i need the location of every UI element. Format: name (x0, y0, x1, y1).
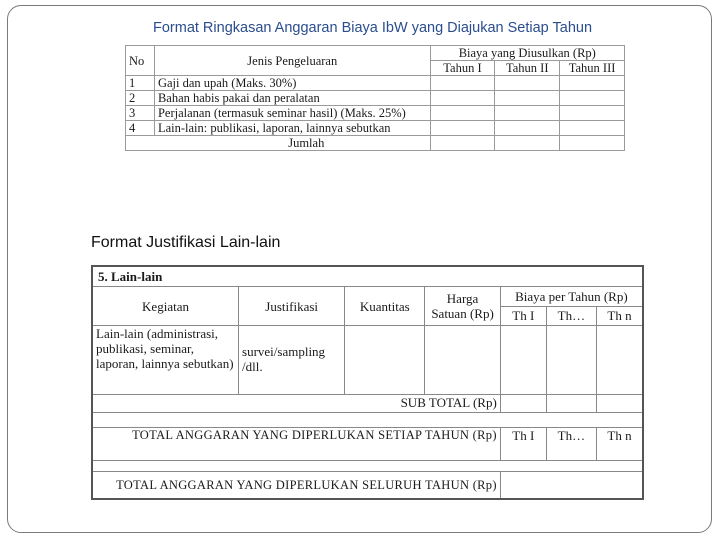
table-row (126, 76, 625, 91)
total-tahun-row (92, 428, 643, 461)
table-header-row (92, 287, 643, 307)
header-year-1: Tahun I (430, 61, 495, 76)
row-no: 3 (126, 106, 155, 121)
row-no: 2 (126, 91, 155, 106)
table-row (126, 91, 625, 106)
subtotal-label: SUB TOTAL (Rp) (92, 395, 500, 413)
row-jenis: Perjalanan (termasuk seminar hasil) (Maks. 25%) (154, 106, 430, 121)
header-jenis: Jenis Pengeluaran (154, 46, 430, 76)
spacer-row (92, 461, 643, 472)
spacer-row (92, 413, 643, 428)
total-tahun-label: TOTAL ANGGARAN YANG DIPERLUKAN SETIAP TAHUN (Rp) (92, 428, 500, 461)
row-no: 1 (126, 76, 155, 91)
justification-title: Format Justifikasi Lain-lain (91, 234, 281, 251)
header-th-n: Th n (597, 306, 643, 326)
header-kegiatan: Kegiatan (92, 287, 239, 326)
row-jenis: Lain-lain: publikasi, laporan, lainnya sebutkan (154, 121, 430, 136)
header-harga: Harga Satuan (Rp) (425, 287, 501, 326)
table-row (92, 326, 643, 395)
section-row (92, 266, 643, 287)
justification-table (91, 265, 644, 500)
jumlah-row (126, 136, 625, 151)
row-jenis: Bahan habis pakai dan peralatan (154, 91, 430, 106)
row-jenis: Gaji dan upah (Maks. 30%) (154, 76, 430, 91)
table-row (126, 121, 625, 136)
total-th-2: Th… (546, 428, 596, 461)
total-seluruh-label: TOTAL ANGGARAN YANG DIPERLUKAN SELURUH TAHUN (Rp) (92, 472, 500, 500)
header-biaya-tahun: Biaya per Tahun (Rp) (500, 287, 643, 307)
section-label: 5. Lain-lain (92, 266, 643, 287)
total-th-1: Th I (500, 428, 546, 461)
header-biaya: Biaya yang Diusulkan (Rp) (430, 46, 624, 61)
header-th-2: Th… (546, 306, 596, 326)
jumlah-label: Jumlah (126, 136, 431, 151)
row-no: 4 (126, 121, 155, 136)
summary-title: Format Ringkasan Anggaran Biaya IbW yang Diajukan Setiap Tahun (152, 20, 593, 36)
subtotal-row (92, 395, 643, 413)
header-justifikasi: Justifikasi (239, 287, 345, 326)
header-th-1: Th I (500, 306, 546, 326)
row-justifikasi: survei/sampling /dll. (239, 326, 345, 395)
header-year-2: Tahun II (495, 61, 560, 76)
header-kuantitas: Kuantitas (345, 287, 425, 326)
total-th-n: Th n (597, 428, 643, 461)
row-kegiatan: Lain-lain (administrasi, publikasi, seminar, laporan, lainnya sebutkan) (92, 326, 239, 395)
header-year-3: Tahun III (560, 61, 625, 76)
table-header-row (126, 46, 625, 61)
budget-summary-table (125, 45, 625, 151)
header-no: No (126, 46, 155, 76)
total-seluruh-row (92, 472, 643, 500)
table-row (126, 106, 625, 121)
